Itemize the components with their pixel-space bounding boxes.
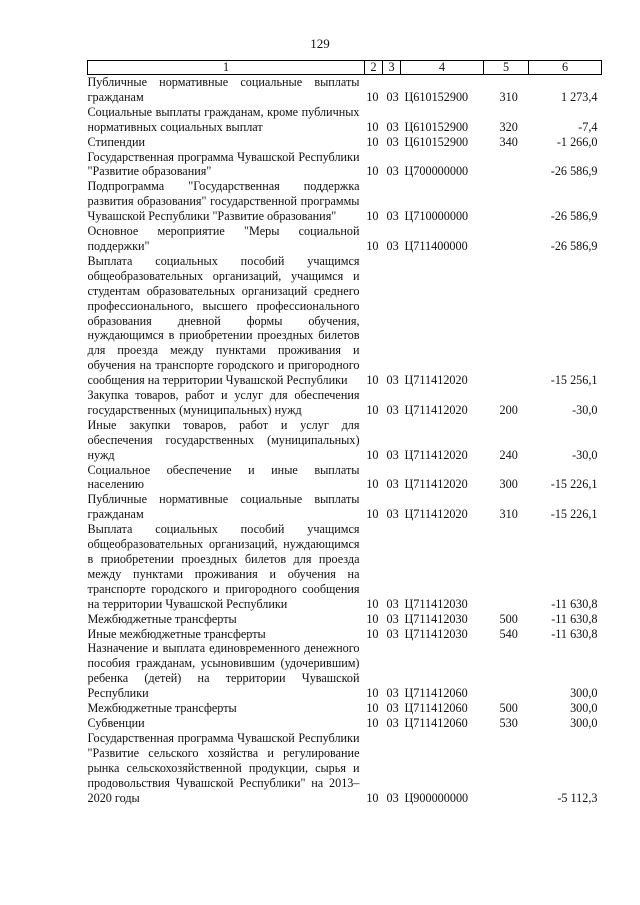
- row-amount: 300,0: [570, 686, 598, 701]
- table-row: [88, 75, 602, 105]
- row-target-article: Ц711400000: [404, 238, 468, 253]
- row-amount: -30,0: [572, 447, 598, 462]
- row-name: Иные межбюджетные трансферты: [87, 626, 266, 641]
- row-section: 10: [366, 701, 379, 716]
- row-name: Субвенции: [87, 715, 145, 730]
- row-name: Выплата социальных пособий учащимся общеобразовательных организаций, нуждающимся в приобретении проездных билетов для проезда между пунктами проживания и обучения на транспорте городского и пригородного сообщения на территории Чувашской Республики: [87, 522, 360, 611]
- row-section: 10: [366, 715, 379, 730]
- row-target-article: Ц711412060: [404, 701, 468, 716]
- row-amount: -26 586,9: [550, 209, 598, 224]
- row-subsection: 03: [386, 701, 399, 716]
- row-name: Закупка товаров, работ и услуг для обеспечения государственных (муниципальных) нужд: [87, 388, 360, 417]
- row-target-article: Ц610152900: [404, 134, 469, 149]
- table-row: [88, 388, 602, 418]
- row-expense-type: [484, 254, 529, 388]
- row-amount: -15 226,1: [550, 477, 598, 492]
- row-section: 10: [366, 119, 379, 134]
- table-row: [88, 150, 602, 180]
- row-amount: -15 256,1: [550, 373, 598, 388]
- row-name: Социальное обеспечение и иные выплаты населению: [87, 462, 360, 492]
- row-expense-type: 500: [499, 611, 518, 626]
- row-subsection: 03: [386, 119, 399, 134]
- row-expense-type: 240: [499, 447, 518, 462]
- table-row: [88, 105, 602, 135]
- row-target-article: Ц711412030: [404, 611, 468, 626]
- row-target-article: Ц711412020: [404, 402, 468, 417]
- row-section: 10: [366, 686, 379, 701]
- table-row: [88, 612, 602, 627]
- table-body: [88, 75, 602, 806]
- row-target-article: Ц711412020: [404, 477, 468, 492]
- row-section: 10: [366, 611, 379, 626]
- row-target-article: Ц610152900: [404, 89, 469, 104]
- row-expense-type: [484, 641, 529, 701]
- table-row: [88, 731, 602, 806]
- row-section: 10: [366, 164, 379, 179]
- row-expense-type: 310: [499, 89, 518, 104]
- row-target-article: Ц711412060: [404, 715, 468, 730]
- row-expense-type: 320: [499, 119, 518, 134]
- row-expense-type: [484, 522, 529, 611]
- row-subsection: 03: [386, 402, 399, 417]
- row-expense-type: 200: [499, 402, 518, 417]
- row-name: Социальные выплаты гражданам, кроме публичных нормативных социальных выплат: [87, 104, 360, 134]
- header-col-2: 2: [365, 61, 383, 75]
- table-row: [88, 492, 602, 522]
- row-section: 10: [366, 402, 379, 417]
- header-col-1: 1: [88, 61, 365, 75]
- row-target-article: Ц710000000: [404, 209, 469, 224]
- row-section: 10: [366, 373, 379, 388]
- header-row: [88, 61, 602, 75]
- row-subsection: 03: [386, 507, 399, 522]
- row-name: Основное мероприятие "Меры социальной поддержки": [87, 224, 360, 253]
- row-expense-type: 340: [499, 134, 518, 149]
- header-col-5: 5: [484, 61, 529, 75]
- header-col-3: 3: [383, 61, 401, 75]
- row-expense-type: 540: [499, 626, 518, 641]
- row-subsection: 03: [386, 715, 399, 730]
- row-section: 10: [366, 477, 379, 492]
- row-section: 10: [366, 209, 379, 224]
- row-expense-type: [484, 224, 529, 254]
- row-amount: -1 266,0: [556, 134, 598, 149]
- row-subsection: 03: [386, 790, 399, 805]
- row-expense-type: 310: [499, 507, 518, 522]
- row-amount: 300,0: [570, 701, 598, 716]
- row-section: 10: [366, 134, 379, 149]
- table-row: [88, 224, 602, 254]
- row-subsection: 03: [386, 238, 399, 253]
- row-target-article: Ц711412020: [404, 507, 468, 522]
- row-amount: -15 226,1: [550, 507, 598, 522]
- table-row: [88, 522, 602, 611]
- row-name: Стипендии: [87, 134, 146, 149]
- table-row: [88, 179, 602, 224]
- row-subsection: 03: [386, 209, 399, 224]
- row-amount: -26 586,9: [550, 238, 598, 253]
- budget-table: [87, 60, 602, 805]
- row-section: 10: [366, 596, 379, 611]
- row-name: Иные закупки товаров, работ и услуг для обеспечения государственных (муниципальных) нужд: [87, 417, 360, 462]
- page-number: 129: [310, 36, 330, 51]
- row-amount: -11 630,8: [551, 596, 598, 611]
- row-amount: -11 630,8: [551, 626, 598, 641]
- row-name: Государственная программа Чувашской Республики "Развитие сельского хозяйства и регулирование рынка сельскохозяйственной продукции, сырья и продовольствия Чувашской Республики" на 2013–2020 годы: [87, 730, 360, 805]
- row-target-article: Ц711412020: [404, 373, 468, 388]
- row-name: Публичные нормативные социальные выплаты гражданам: [87, 75, 360, 104]
- row-target-article: Ц711412020: [404, 447, 468, 462]
- row-amount: -30,0: [572, 402, 598, 417]
- row-expense-type: [484, 731, 529, 806]
- row-subsection: 03: [386, 477, 399, 492]
- row-subsection: 03: [386, 626, 399, 641]
- row-amount: -5 112,3: [557, 790, 598, 805]
- row-subsection: 03: [386, 686, 399, 701]
- row-section: 10: [366, 790, 379, 805]
- row-subsection: 03: [386, 447, 399, 462]
- row-section: 10: [366, 507, 379, 522]
- row-target-article: Ц610152900: [404, 119, 469, 134]
- row-amount: -26 586,9: [550, 164, 598, 179]
- row-name: Назначение и выплата единовременного денежного пособия гражданам, усыновившим (удочерившим) ребенка (детей) на территории Чувашской Республики: [87, 641, 360, 701]
- table-row: [88, 701, 602, 716]
- table-row: [88, 627, 602, 642]
- table-row: [88, 641, 602, 701]
- row-section: 10: [366, 626, 379, 641]
- table-row: [88, 135, 602, 150]
- row-target-article: Ц900000000: [404, 790, 469, 805]
- row-section: 10: [366, 447, 379, 462]
- row-name: Государственная программа Чувашской Республики "Развитие образования": [87, 149, 360, 179]
- row-subsection: 03: [386, 164, 399, 179]
- row-amount: -7,4: [578, 119, 598, 134]
- row-name: Выплата социальных пособий учащимся общеобразовательных организаций, учащимся и студентам образовательных организаций среднего профессионального, высшего профессионального образования дневной формы обучения, нуждающимся в приобретении проездных билетов для проезда между пунктами проживания и обучения на транспорте городского и пригородного сообщения на территории Чувашской Республики: [87, 253, 360, 388]
- row-subsection: 03: [386, 611, 399, 626]
- row-expense-type: [484, 179, 529, 224]
- row-target-article: Ц700000000: [404, 164, 469, 179]
- row-subsection: 03: [386, 373, 399, 388]
- row-target-article: Ц711412030: [404, 626, 468, 641]
- row-expense-type: [484, 150, 529, 180]
- row-expense-type: 500: [499, 701, 518, 716]
- row-name: Межбюджетные трансферты: [87, 701, 237, 716]
- row-amount: 1 273,4: [560, 89, 598, 104]
- row-name: Межбюджетные трансферты: [87, 611, 237, 626]
- table-row: [88, 463, 602, 493]
- row-target-article: Ц711412060: [404, 686, 468, 701]
- row-amount: 300,0: [570, 715, 598, 730]
- row-expense-type: 530: [499, 715, 518, 730]
- header-col-6: 6: [529, 61, 602, 75]
- row-subsection: 03: [386, 134, 399, 149]
- row-section: 10: [366, 238, 379, 253]
- row-subsection: 03: [386, 89, 399, 104]
- header-col-4: 4: [401, 61, 484, 75]
- row-amount: -11 630,8: [551, 611, 598, 626]
- table-row: [88, 254, 602, 388]
- table-row: [88, 418, 602, 463]
- row-expense-type: 300: [499, 477, 518, 492]
- row-target-article: Ц711412030: [404, 596, 468, 611]
- row-section: 10: [366, 89, 379, 104]
- row-name: Подпрограмма "Государственная поддержка развития образования" государственной программы Чувашской Республики "Развитие образования": [87, 179, 360, 224]
- table-row: [88, 716, 602, 731]
- row-subsection: 03: [386, 596, 399, 611]
- row-name: Публичные нормативные социальные выплаты гражданам: [87, 492, 360, 522]
